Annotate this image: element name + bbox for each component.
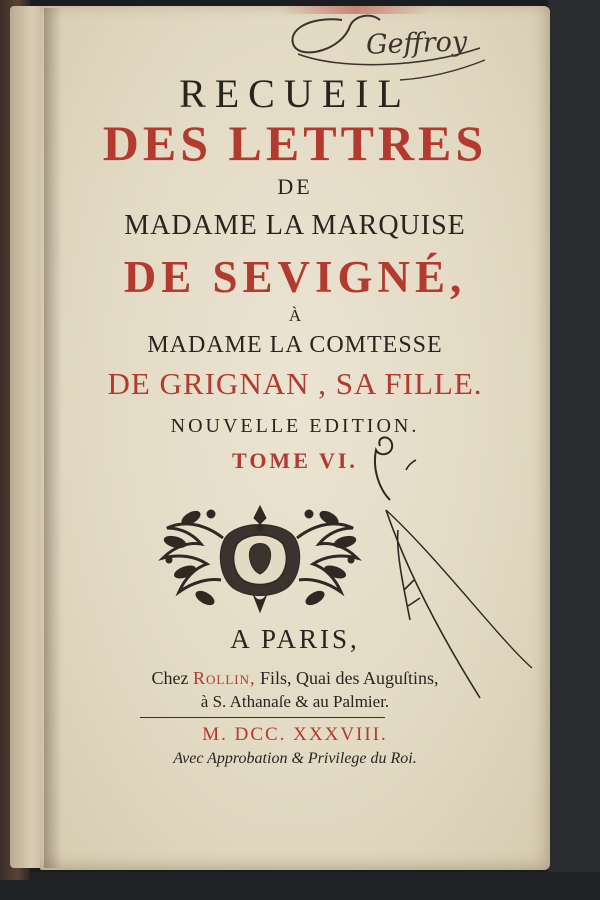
imprint-address-line2: à S. Athanaſe & au Palmier. bbox=[200, 692, 390, 711]
imprint-city: A PARIS, bbox=[230, 624, 360, 654]
imprint-address: Fils, Quai des Auguſtins, bbox=[259, 668, 439, 688]
imprint-publisher: Rollin, bbox=[192, 668, 256, 688]
title-line-sevigne: DE SEVIGNÉ, bbox=[123, 252, 467, 302]
imprint-privilege: Avec Approbation & Privilege du Roi. bbox=[173, 750, 417, 767]
imprint-date: M. DCC. XXXVIII. bbox=[202, 724, 388, 745]
fleuron-ornament-icon bbox=[155, 498, 365, 616]
title-line-a: À bbox=[288, 306, 302, 325]
title-line-recueil: RECUEIL bbox=[179, 71, 411, 116]
handwritten-annotation-icon bbox=[350, 430, 550, 730]
owner-signature: Geffroy bbox=[365, 26, 468, 61]
imprint-chez: Chez bbox=[151, 668, 189, 688]
edition-statement: NOUVELLE EDITION. bbox=[170, 415, 420, 437]
title-line-de: DE bbox=[277, 174, 313, 199]
background-table bbox=[0, 872, 600, 900]
title-line-marquise: MADAME LA MARQUISE bbox=[124, 210, 466, 241]
background-cloth bbox=[548, 0, 600, 900]
title-line-des-lettres: DES LETTRES bbox=[102, 115, 488, 171]
title-line-grignan: DE GRIGNAN , SA FILLE. bbox=[107, 366, 483, 401]
title-line-comtesse: MADAME LA COMTESSE bbox=[147, 332, 443, 358]
imprint-rule bbox=[140, 717, 385, 718]
volume-number: TOME VI. bbox=[232, 448, 358, 473]
